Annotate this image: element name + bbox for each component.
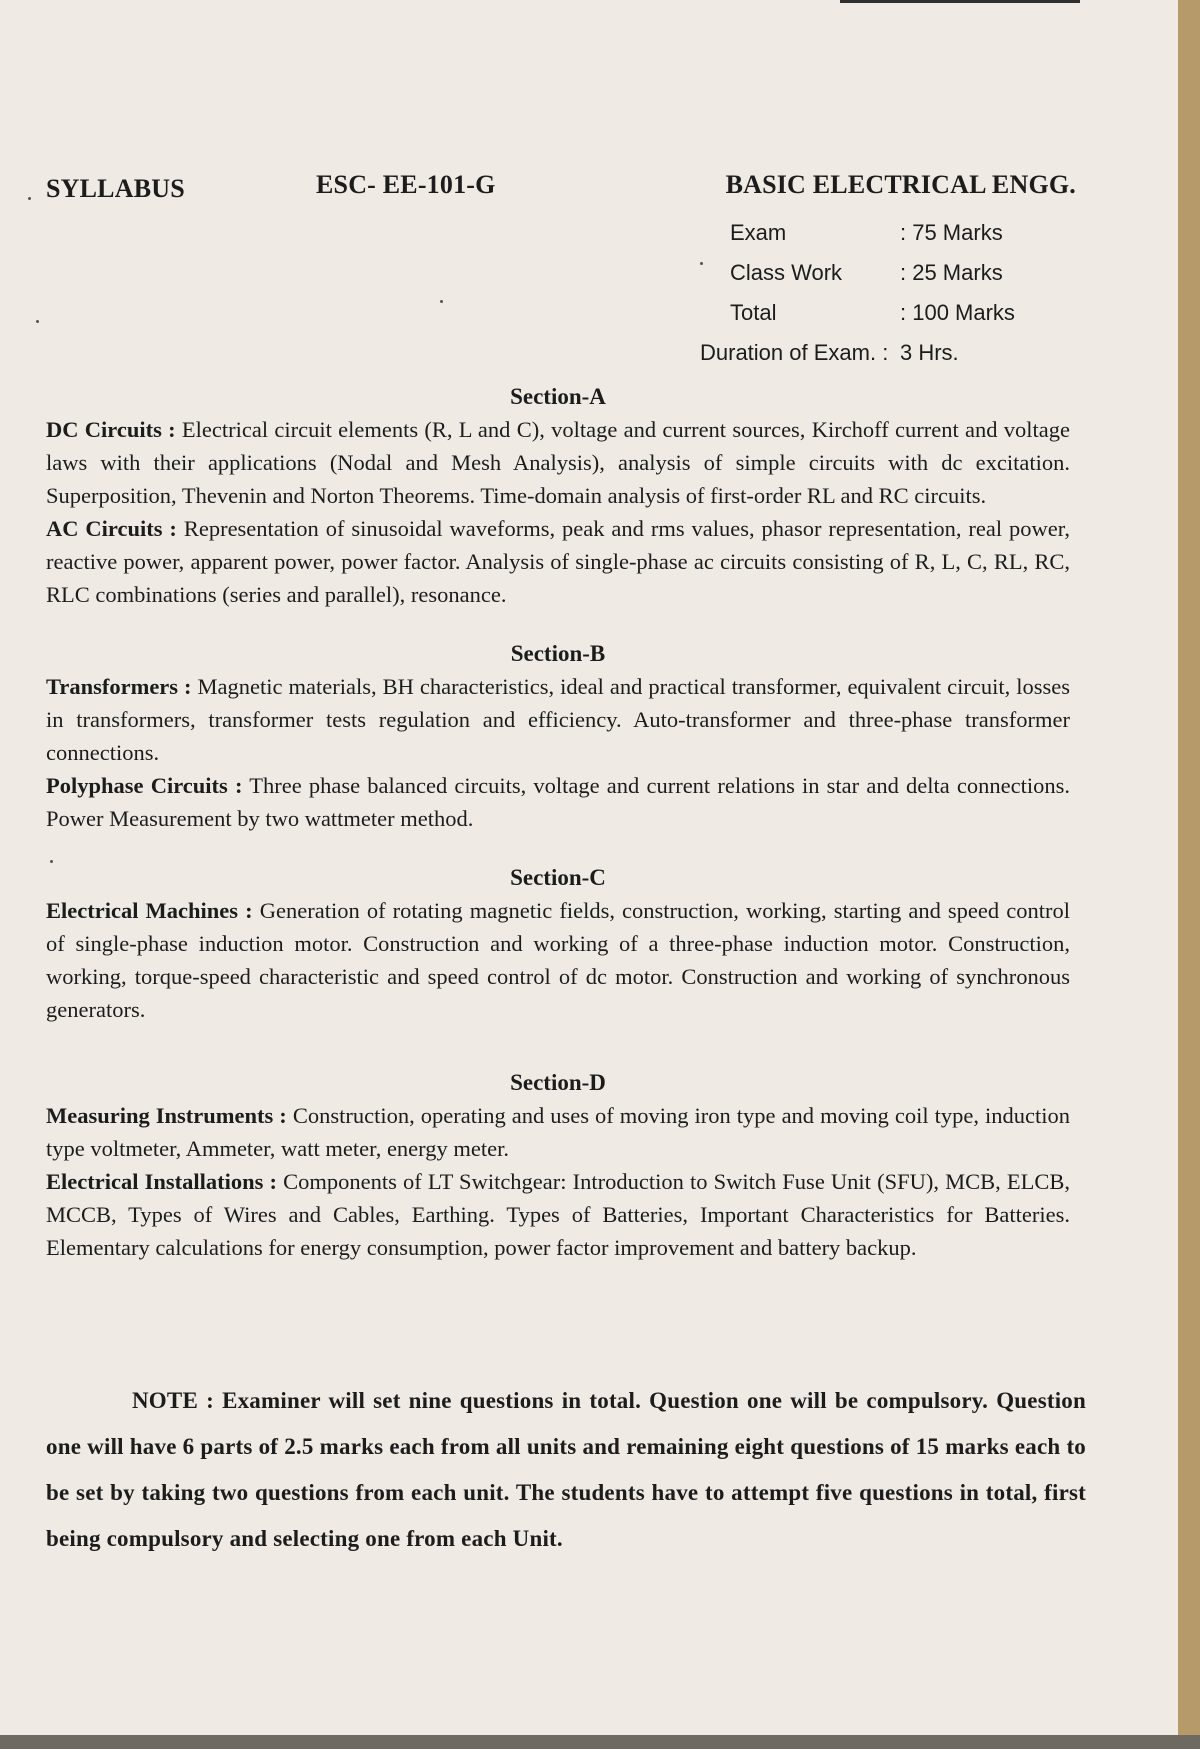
topic-title: Electrical Installations : (46, 1169, 277, 1194)
topic-title: Polyphase Circuits : (46, 773, 243, 798)
note-text: Examiner will set nine questions in total. Question one will be compulsory. Question one will have 6 parts of 2.5 marks each from all units and remaining eight questions of 15 marks each to be set by taking two questions from each unit. The students have to attempt five questions in total, first being compulsory and selecting one from each Unit. (46, 1388, 1086, 1551)
scan-speck (36, 320, 39, 323)
course-title: BASIC ELECTRICAL ENGG. (725, 170, 1076, 199)
topic-text: Generation of rotating magnetic fields, construction, working, starting and speed control of single-phase induction motor. Construction and working of a three-phase induction motor. Construction, working, torque-speed characteristic and speed control of dc motor. Construction and working of synchronous generators. (46, 898, 1070, 1022)
topic-text: Magnetic materials, BH characteristics, ideal and practical transformer, equivalent circuit, losses in transformers, transformer tests regulation and efficiency. Auto-transformer and three-phase transformer connections. (46, 674, 1070, 765)
marks-row-exam (700, 220, 1060, 260)
topic-title: Measuring Instruments : (46, 1103, 287, 1128)
page-edge-bottom (0, 1735, 1200, 1749)
topic-text: Components of LT Switchgear: Introduction to Switch Fuse Unit (SFU), MCB, ELCB, MCCB, Types of Wires and Cables, Earthing. Types of Batteries, Important Characteristics for Batteries. Elementary calculations for energy consumption, power factor improvement and battery backup. (46, 1169, 1070, 1260)
marks-value: : 75 Marks (900, 220, 1003, 245)
duration-value: 3 Hrs. (900, 340, 959, 365)
topic-title: DC Circuits : (46, 417, 176, 442)
topic-title: Electrical Machines : (46, 898, 253, 923)
topic-dc-circuits (46, 413, 1070, 512)
top-edge-mark (840, 0, 1080, 3)
course-code: ESC- EE-101-G (316, 170, 496, 199)
marks-distribution (700, 220, 1060, 380)
section-heading-c: Section-C (510, 865, 606, 890)
topic-polyphase-circuits (46, 769, 1070, 835)
marks-row-duration (700, 340, 1060, 380)
syllabus-label: SYLLABUS (46, 174, 185, 203)
marks-value: : 25 Marks (900, 260, 1003, 285)
topic-electrical-machines (46, 894, 1070, 1026)
section-heading-a: Section-A (510, 384, 606, 409)
marks-value: : 100 Marks (900, 300, 1015, 325)
section-heading-b: Section-B (510, 641, 606, 666)
topic-measuring-instruments (46, 1099, 1070, 1165)
scan-speck (28, 197, 31, 200)
examiner-note (46, 1378, 1086, 1562)
note-label: NOTE : (132, 1388, 214, 1413)
topic-text: Electrical circuit elements (R, L and C), voltage and current sources, Kirchoff current and voltage laws with their applications (Nodal and Mesh Analysis), analysis of simple circuits with dc excitation. Superposition, Thevenin and Norton Theorems. Time-domain analysis of first-order RL and RC circuits. (46, 417, 1071, 508)
topic-ac-circuits (46, 512, 1070, 611)
marks-label: Exam (730, 220, 787, 245)
topic-text: Construction, operating and uses of moving iron type and moving coil type, induction type voltmeter, Ammeter, watt meter, energy meter. (46, 1103, 1070, 1161)
duration-label: Duration of Exam. : (700, 340, 889, 365)
marks-row-class-work (700, 260, 1060, 300)
topic-transformers (46, 670, 1070, 769)
marks-label: Class Work (730, 260, 843, 285)
topic-text: Representation of sinusoidal waveforms, peak and rms values, phasor representation, real power, reactive power, apparent power, power factor. Analysis of single-phase ac circuits consisting of R, L, C, RL, RC, RLC combinations (series and parallel), resonance. (46, 516, 1070, 607)
topic-text: Three phase balanced circuits, voltage and current relations in star and delta connections. Power Measurement by two wattmeter method. (46, 773, 1070, 831)
syllabus-header (46, 168, 1076, 216)
page-edge-right (1178, 0, 1200, 1749)
topic-electrical-installations (46, 1165, 1070, 1264)
topic-title: AC Circuits : (46, 516, 177, 541)
topic-title: Transformers : (46, 674, 192, 699)
syllabus-body (46, 380, 1070, 1264)
marks-row-total (700, 300, 1060, 340)
scan-speck (440, 300, 443, 303)
marks-label: Total (730, 300, 777, 325)
section-heading-d: Section-D (510, 1070, 606, 1095)
